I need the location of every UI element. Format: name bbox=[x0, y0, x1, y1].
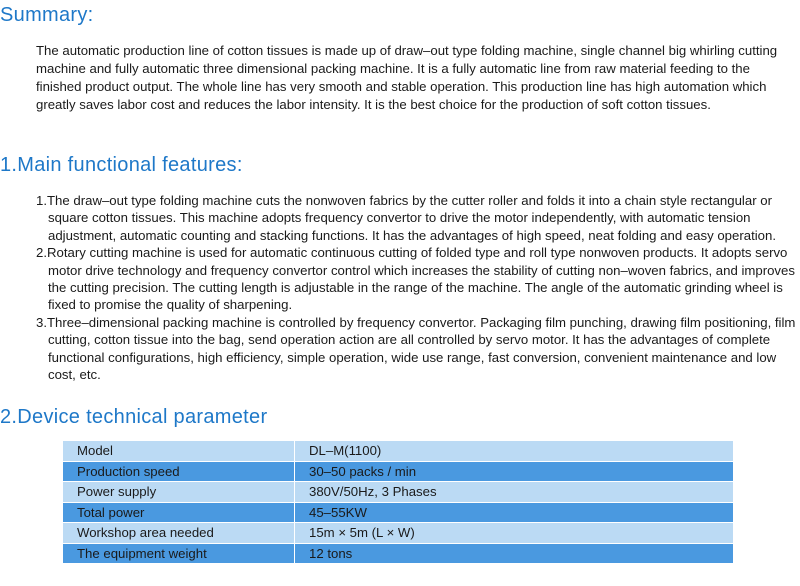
table-row bbox=[63, 502, 734, 523]
param-value: 380V/50Hz, 3 Phases bbox=[295, 482, 734, 503]
param-label: Model bbox=[63, 441, 295, 462]
summary-paragraph: The automatic production line of cotton tissues is made up of draw–out type folding machine, single channel big whirling cutting machine and fully automatic three dimensional packing machine. It is a fully automatic line from raw material feeding to the finished product output. The whole line has very smooth and stable operation. This production line has high automation which greatly saves labor cost and reduces the labor intensity. It is the best choice for the production of soft cotton tissues. bbox=[36, 43, 778, 112]
features-list bbox=[36, 192, 798, 383]
feature-item: 2.Rotary cutting machine is used for automatic continuous cutting of folded type and roll type nonwoven products. It adopts servo motor drive technology and frequency convertor control which increases the stability of cutting non–woven fabrics, and improves the cutting precision. The cutting length is adjustable in the range of the machine. The angle of the automatic grinding wheel is fixed to promise the quality of sharpening. bbox=[36, 245, 795, 313]
table-row bbox=[63, 523, 734, 544]
parameter-table bbox=[62, 440, 734, 564]
features-heading: 1.Main functional features: bbox=[0, 154, 243, 176]
table-row bbox=[63, 441, 734, 462]
param-label: Production speed bbox=[63, 461, 295, 482]
feature-item: 1.The draw–out type folding machine cuts the nonwoven fabrics by the cutter roller and folds it into a chain style rectangular or square cotton tissues. This machine adopts frequency convertor to drive the motor independently, with automatic tension adjustment, automatic counting and stacking functions. It has the advantages of high speed, neat folding and easy operation. bbox=[36, 193, 776, 243]
table-row bbox=[63, 543, 734, 564]
param-label: The equipment weight bbox=[63, 543, 295, 564]
table-row bbox=[63, 482, 734, 503]
param-value: 15m × 5m (L × W) bbox=[295, 523, 734, 544]
param-value: 45–55KW bbox=[295, 502, 734, 523]
table-row bbox=[63, 461, 734, 482]
summary-heading: Summary: bbox=[0, 4, 94, 26]
param-label: Total power bbox=[63, 502, 295, 523]
parameters-heading: 2.Device technical parameter bbox=[0, 406, 268, 428]
param-label: Power supply bbox=[63, 482, 295, 503]
param-label: Workshop area needed bbox=[63, 523, 295, 544]
param-value: 30–50 packs / min bbox=[295, 461, 734, 482]
feature-item: 3.Three–dimensional packing machine is controlled by frequency convertor. Packaging film punching, drawing film positioning, film cutting, cotton tissue into the bag, send operation action are all controlled by servo motor. It has the advantages of complete functional configurations, high efficiency, simple operation, wide use range, fast conversion, convenient maintenance and low cost, etc. bbox=[36, 314, 796, 383]
param-value: 12 tons bbox=[295, 543, 734, 564]
param-value: DL–M(1100) bbox=[295, 441, 734, 462]
